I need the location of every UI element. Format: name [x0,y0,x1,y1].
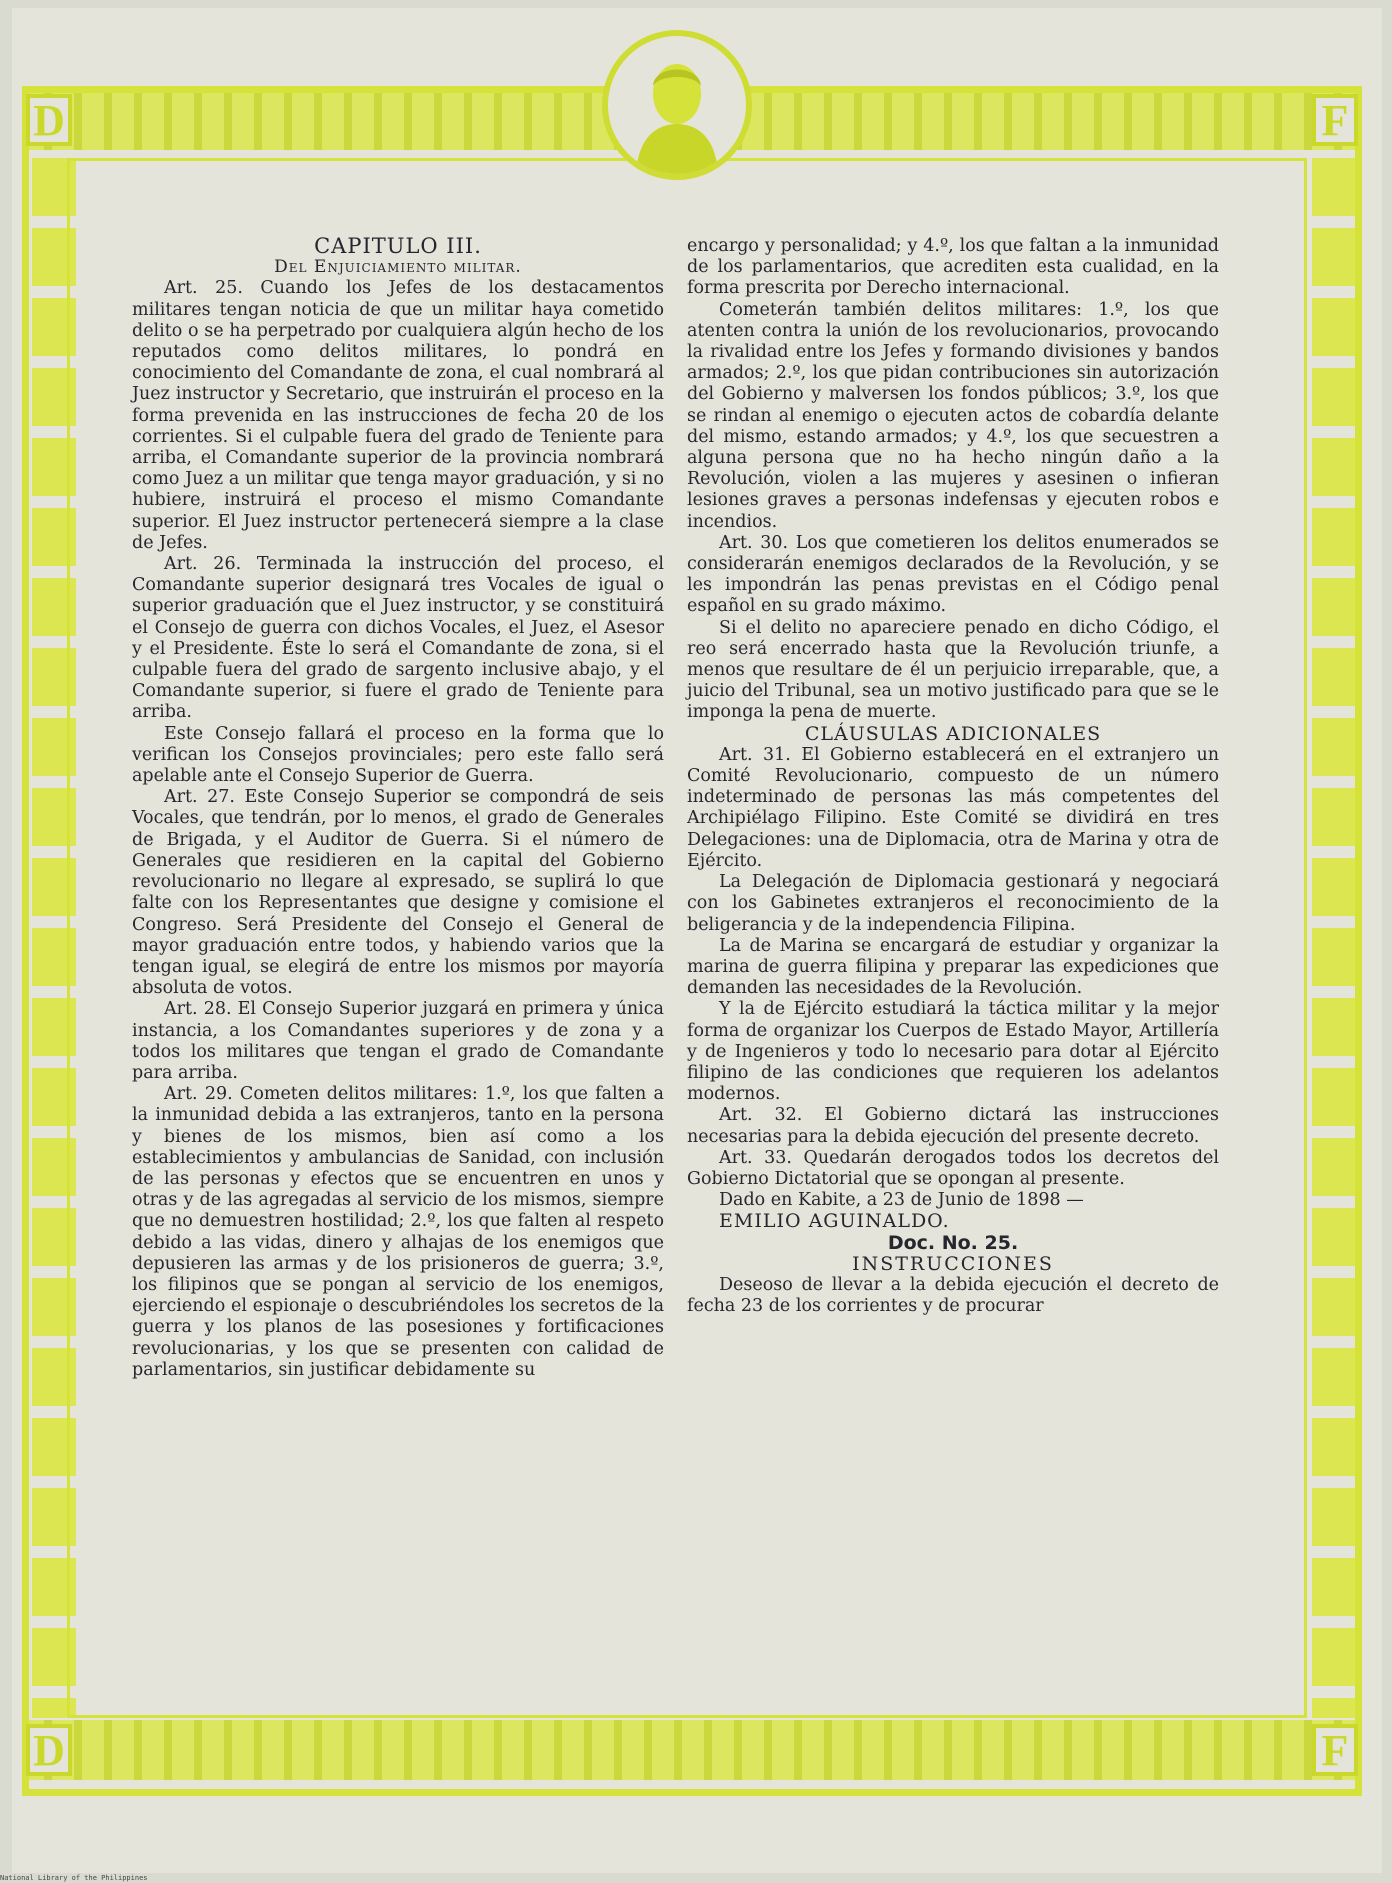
paragraph: Art. 25. Cuando los Jefes de los destacamentos militares tengan noticia de que un militar haya cometido delito o se ha perpetrado por cualquiera algún hecho de los reputados como delitos militares, lo pondrá en conocimiento del Comandante de zona, el cual nombrará al Juez instructor y Secretario, que instruirán el proceso en la forma prevenida en las instrucciones de fecha 20 de los corrientes. Si el culpable fuera del grado de Teniente para arriba, el Comandante superior de la provincia nombrará como Juez a un militar que tenga mayor graduación, y si no hubiere, instruirá el proceso el mismo Comandante superior. El Juez instructor pertenecerá siempre a la clase de Jefes. [132,278,664,553]
paragraph: Art. 30. Los que cometieren los delitos enumerados se considerarán enemigos declarados de la Revolución, y se les impondrán las penas previstas en el Código penal español en su grado máximo. [687,532,1219,617]
section-title: INSTRUCCIONES [852,1252,1054,1275]
signature: EMILIO AGUINALDO. [719,1210,950,1233]
paragraph: Art. 29. Cometen delitos militares: 1.º, los que falten a la inmunidad debida a las extranjeros, tanto en la persona y bienes de los mismos, bien así como a los establecimientos y ambulancias de Sanidad, con inclusión de las personas y efectos que se encuentren en unos y otras y de las agregadas al servicio de los mismos, siempre que no demuestren hostilidad; 2.º, los que falten al respeto debido a las vidas, dinero y alhajas de los enemigos que depusieren las armas y de los prisioneros de guerra; 3.º, los filipinos que se pongan al servicio de los enemigos, ejerciendo el espionaje o descubriéndoles los secretos de la guerra y los planos de las posesiones y fortificaciones revolucionarias, y los que se presenten con calidad de parlamentarios, sin justificar debidamente su [132,1084,664,1380]
paragraph: Dado en Kabite, a 23 de Junio de 1898 — [719,1190,1084,1211]
portrait-icon [602,30,752,180]
right-column [687,236,1219,1317]
chapter-title: CAPITULO III. [314,234,482,258]
paragraph: Art. 32. El Gobierno dictará las instrucciones necesarias para la debida ejecución del presente decreto. [687,1105,1219,1147]
paragraph: Art. 31. El Gobierno establecerá en el extranjero un Comité Revolucionario, compuesto de un número indeterminado de personas las más competentes del Archipiélago Filipino. Este Comité se dividirá en tres Delegaciones: una de Diplomacia, otra de Marina y otra de Ejército. [687,744,1219,871]
paragraph: Cometerán también delitos militares: 1.º, los que atenten contra la unión de los revolucionarios, provocando la rivalidad entre los Jefes y formando divisiones y bandos armados; 2.º, los que pidan contribuciones sin autorización del Gobierno y malversen los fondos públicos; 3.º, los que se rindan al enemigo o ejecuten actos de cobardía delante del mismo, estando armados; y 4.º, los que secuestren a alguna persona que no ha hecho ningún daño a la Revolución, violen a las mujeres y asesinen o infieran lesiones graves a personas indefensas y ejecuten robos e incendios. [687,299,1219,532]
corner-letter-bottom-left: D [26,1724,72,1776]
corner-letter-top-left: D [26,94,72,146]
paragraph: Deseoso de llevar a la debida ejecución el decreto de fecha 23 de los corrientes y de procurar [687,1274,1219,1317]
paragraph: Art. 28. El Consejo Superior juzgará en primera y única instancia, a los Comandantes superiores y de zona y a todos los militares que tengan el grado de Comandante para arriba. [132,999,664,1083]
paragraph: Si el delito no apareciere penado en dicho Código, el reo será encerrado hasta que la Revolución triunfe, a menos que resultare de él un perjuicio irreparable, que, a juicio del Tribunal, sea un motivo justificado para que se le imponga la pena de muerte. [687,617,1219,723]
corner-letter-top-right: F [1312,94,1358,146]
paragraph: Y la de Ejército estudiará la táctica militar y la mejor forma de organizar los Cuerpos de Estado Mayor, Artillería y de Ingenieros y todo lo necesario para dotar al Ejército filipino de las condiciones que requieren los adelantos modernos. [687,999,1219,1105]
left-column [132,236,664,1381]
paragraph: encargo y personalidad; y 4.º, los que faltan a la inmunidad de los parlamentarios, que acrediten esta cualidad, en la forma prescrita por Derecho internacional. [687,236,1219,299]
paragraph: La Delegación de Diplomacia gestionará y negociará con los Gabinetes extranjeros el reconocimiento de la beligerancia y de la independencia Filipina. [687,872,1219,935]
paragraph: Art. 33. Quedarán derogados todos los decretos del Gobierno Dictatorial que se opongan al presente. [687,1147,1219,1189]
document-number: Doc. No. 25. [887,1231,1019,1254]
paragraph: La de Marina se encargará de estudiar y organizar la marina de guerra filipina y preparar las expediciones que demanden las necesidades de la Revolución. [687,935,1219,999]
paragraph: Este Consejo fallará el proceso en la forma que lo verifican los Consejos provinciales; pero este fallo será apelable ante el Consejo Superior de Guerra. [132,723,664,787]
paragraph: Art. 26. Terminada la instrucción del proceso, el Comandante superior designará tres Vocales de igual o superior graduación que el Juez instructor, y se constituirá el Consejo de guerra con dichos Vocales, el Juez, el Asesor y el Presidente. Éste lo será el Comandante de zona, si el culpable fuera del grado de sargento inclusive abajo, y el Comandante superior, si fuere el grado de Teniente para arriba. [132,554,664,723]
document-page [12,8,1382,1873]
chapter-subtitle: Del Enjuiciamiento militar. [274,257,522,278]
paragraph: Art. 27. Este Consejo Superior se compondrá de seis Vocales, que tendrán, por lo menos, el grado de Generales de Brigada, y el Auditor de Guerra. Si el número de Generales que residieren en la capital del Gobierno revolucionario no llegare al expresado, se suplirá lo que falte con los Representantes que designe y comisione el Congreso. Será Presidente del Consejo el General de mayor graduación entre todos, y habiendo varios que la tengan igual, se elegirá de entre los mismos por mayoría absoluta de votos. [132,787,664,999]
section-title: CLÁUSULAS ADICIONALES [804,722,1102,745]
library-note: National Library of the Philippines [0,1874,148,1882]
corner-letter-bottom-right: F [1312,1724,1358,1776]
text-body [132,236,1252,1716]
